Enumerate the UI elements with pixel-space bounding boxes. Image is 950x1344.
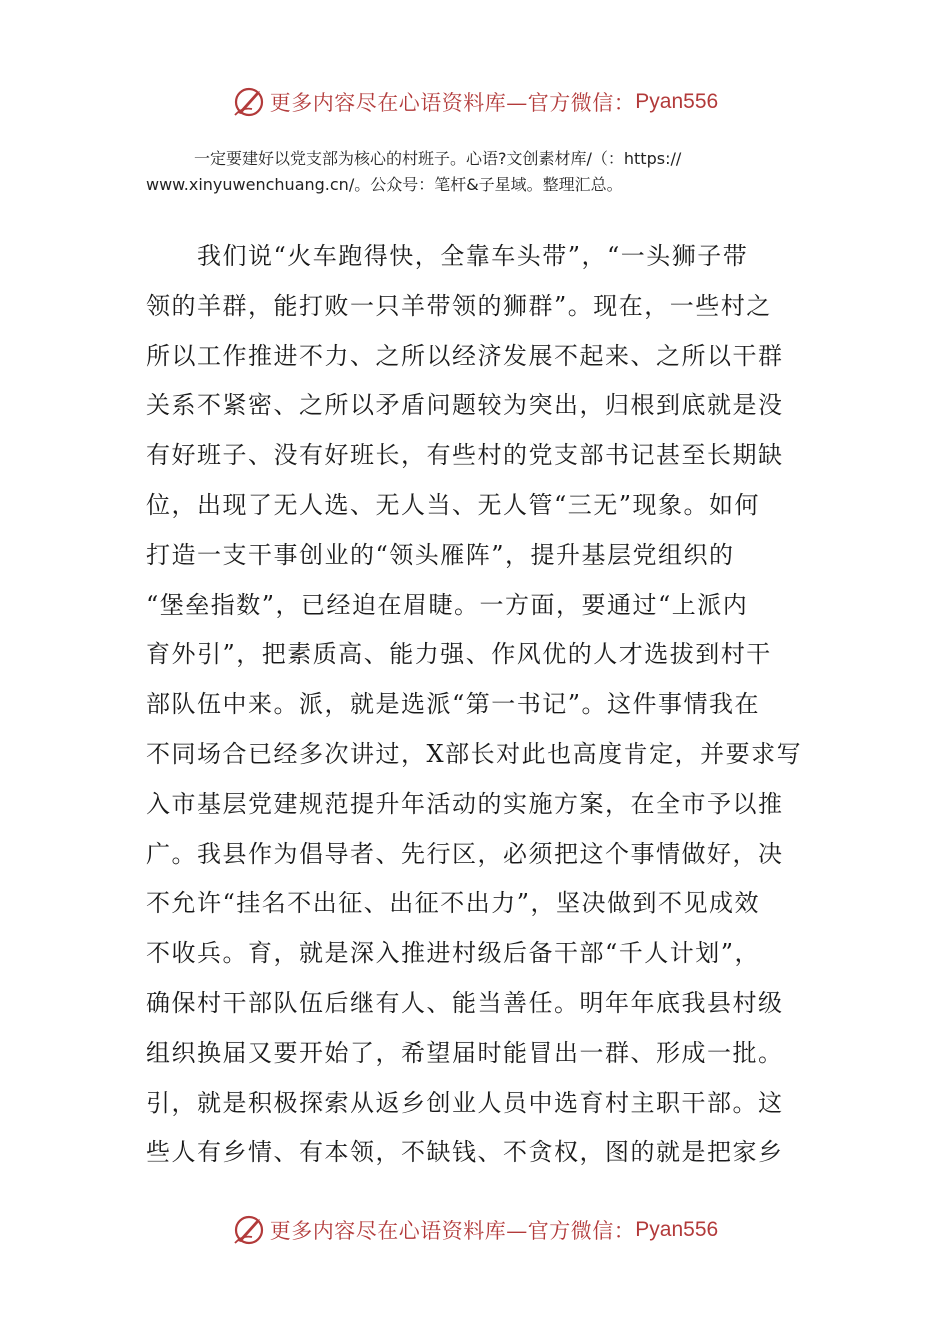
intro-paragraph	[146, 146, 806, 198]
body-line: 育外引”，把素质高、能力强、作风优的人才选拔到村干	[146, 640, 772, 669]
footer-banner	[0, 1210, 950, 1250]
body-line: 所以工作推进不力、之所以经济发展不起来、之所以干群	[146, 341, 784, 370]
body-line: 关系不紧密、之所以矛盾问题较为突出，归根到底就是没	[146, 391, 784, 420]
body-line: 些人有乡情、有本领，不缺钱、不贪权，图的就是把家乡	[146, 1138, 784, 1167]
body-line: 领的羊群，能打败一只羊带领的狮群”。现在，一些村之	[146, 291, 772, 320]
body-paragraph	[146, 232, 806, 1178]
body-line: 组织换届又要开始了，希望届时能冒出一群、形成一批。	[146, 1038, 784, 1067]
body-line: 不同场合已经多次讲过，X部长对此也高度肯定，并要求写	[146, 739, 803, 768]
body-line: 有好班子、没有好班长，有些村的党支部书记甚至长期缺	[146, 441, 784, 470]
wechat-id: Pyan556	[635, 1218, 719, 1241]
banner-text: 更多内容尽在心语资料库—官方微信：	[269, 1219, 636, 1243]
header-banner	[0, 82, 950, 122]
body-line: 引，就是积极探索从返乡创业人员中选育村主职干部。这	[146, 1088, 784, 1117]
quill-pen-icon	[232, 1213, 266, 1247]
body-line: 打造一支干事创业的“领头雁阵”，提升基层党组织的	[146, 540, 735, 569]
body-line: “堡垒指数”，已经迫在眉睫。一方面，要通过“上派内	[146, 590, 749, 619]
banner-text: 更多内容尽在心语资料库—官方微信：	[269, 91, 636, 115]
quill-pen-icon	[232, 85, 266, 119]
intro-line-2: www.xinyuwenchuang.cn/。公众号：笔杆&子星域。整理汇总。	[146, 175, 623, 194]
body-line: 部队伍中来。派，就是选派“第一书记”。这件事情我在	[146, 690, 761, 719]
body-line: 确保村干部队伍后继有人、能当善任。明年年底我县村级	[146, 988, 784, 1017]
body-line: 不允许“挂名不出征、出征不出力”，坚决做到不见成效	[146, 889, 761, 918]
intro-line-1: 一定要建好以党支部为核心的村班子。心语?文创素材库/（：https://	[194, 149, 682, 168]
body-line: 不收兵。育，就是深入推进村级后备干部“千人计划”，	[146, 939, 761, 968]
wechat-id: Pyan556	[635, 90, 719, 113]
body-line: 位，出现了无人选、无人当、无人管“三无”现象。如何	[146, 490, 761, 519]
body-line: 入市基层党建规范提升年活动的实施方案，在全市予以推	[146, 789, 784, 818]
body-line: 广。我县作为倡导者、先行区，必须把这个事情做好，决	[146, 839, 784, 868]
body-line: 我们说“火车跑得快，全靠车头带”，“一头狮子带	[146, 242, 749, 270]
